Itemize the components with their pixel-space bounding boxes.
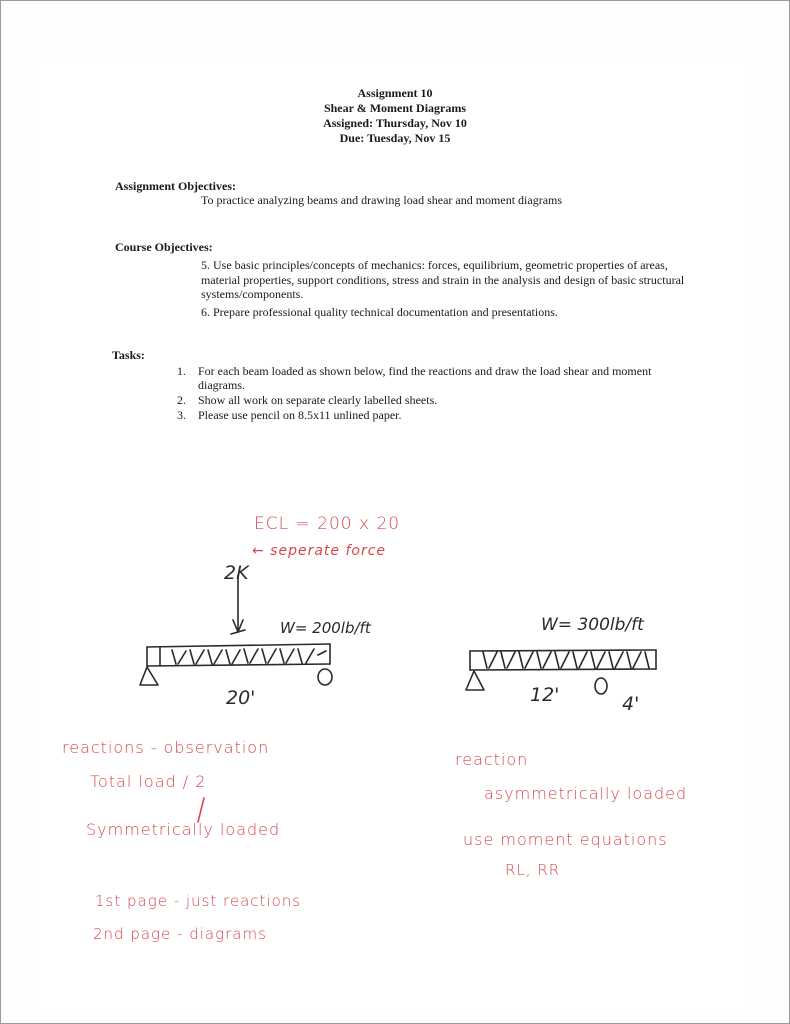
task-text: For each beam loaded as shown below, find the reactions and draw the load shear and moment diagrams. [198, 364, 652, 392]
point-load-note: ← seperate force [252, 543, 387, 559]
beam2-span-left: 12' [530, 684, 560, 706]
task-text: Please use pencil on 8.5x11 unlined paper. [198, 407, 402, 422]
note-asymmetrically-loaded: asymmetrically loaded [484, 784, 688, 803]
note-symmetrically-loaded: Symmetrically loaded [86, 820, 281, 839]
note-reaction: reaction [455, 750, 529, 769]
note-first-page: 1st page - just reactions [95, 892, 302, 910]
beam2-distributed-load: W= 300lb/ft [541, 615, 644, 635]
tasks-label: Tasks: [112, 348, 145, 362]
ecl-note: ECL = 200 x 20 [254, 514, 401, 534]
task-number: 1. [177, 364, 186, 378]
task-text: Show all work on separate clearly labelled sheets. [198, 393, 438, 407]
note-reactions-observation: reactions - observation [62, 738, 270, 757]
point-load-label: 2K [224, 562, 249, 584]
beam2-span-right: 4' [622, 693, 640, 715]
header-subtitle: Shear & Moment Diagrams [323, 101, 467, 115]
task-number: 3. [177, 407, 186, 422]
header-due: Due: Tuesday, Nov 15 [339, 131, 451, 145]
task-number: 2. [177, 393, 186, 407]
note-total-load: Total load / 2 [90, 772, 207, 791]
beam1-drawing [140, 575, 332, 685]
assignment-objectives-label: Assignment Objectives: [115, 179, 236, 193]
beam1-distributed-load: W= 200lb/ft [280, 619, 371, 637]
beam2-drawing [466, 650, 656, 694]
course-objective-6: 6. Prepare professional quality technical documentation and presentations. [201, 305, 558, 319]
header-assigned: Assigned: Thursday, Nov 10 [323, 116, 467, 130]
course-objectives-label: Course Objectives: [115, 240, 213, 254]
assignment-objectives-text: To practice analyzing beams and drawing load shear and moment diagrams [201, 193, 563, 207]
note-moment-equations: use moment equations [463, 830, 668, 849]
header-title: Assignment 10 [357, 86, 433, 100]
beam1-span: 20' [226, 687, 256, 709]
fraction-slash [198, 798, 204, 822]
note-second-page: 2nd page - diagrams [93, 925, 267, 943]
course-objective-5: 5. Use basic principles/concepts of mechanics: forces, equilibrium, geometric properties of areas, material properties, support conditions, stress and strain in the analysis and design of basic structural systems/components. [201, 258, 685, 301]
note-rl-rr: RL, RR [505, 861, 561, 879]
